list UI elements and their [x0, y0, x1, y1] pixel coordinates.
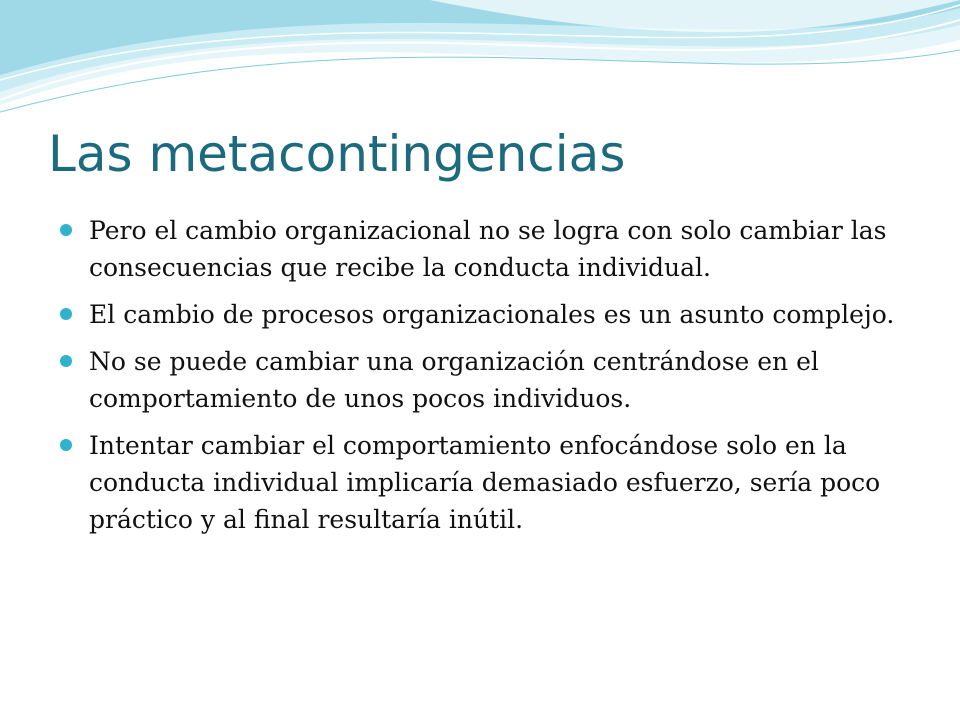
- bullet-list: [58, 212, 918, 548]
- bullet-item: [58, 427, 918, 538]
- bullet-item: [58, 212, 918, 286]
- bullet-text: El cambio de procesos organizacionales es un asunto complejo.: [89, 300, 895, 329]
- bullet-dot-icon: [60, 224, 72, 236]
- slide-title: Las metacontingencias: [48, 125, 626, 183]
- bullet-dot-icon: [60, 308, 72, 320]
- bullet-text: Pero el cambio organizacional no se logra con solo cambiar las consecuencias que recibe la conducta individual.: [89, 216, 887, 282]
- bullet-dot-icon: [60, 439, 72, 451]
- bullet-dot-icon: [60, 355, 72, 367]
- bullet-item: [58, 343, 918, 417]
- bullet-item: [58, 296, 918, 333]
- bullet-text: No se puede cambiar una organización centrándose en el comportamiento de unos pocos individuos.: [89, 347, 819, 413]
- bullet-text: Intentar cambiar el comportamiento enfocándose solo en la conducta individual implicaría demasiado esfuerzo, sería poco práctico y al final resultaría inútil.: [89, 431, 881, 534]
- header-wave-decoration: [0, 0, 960, 120]
